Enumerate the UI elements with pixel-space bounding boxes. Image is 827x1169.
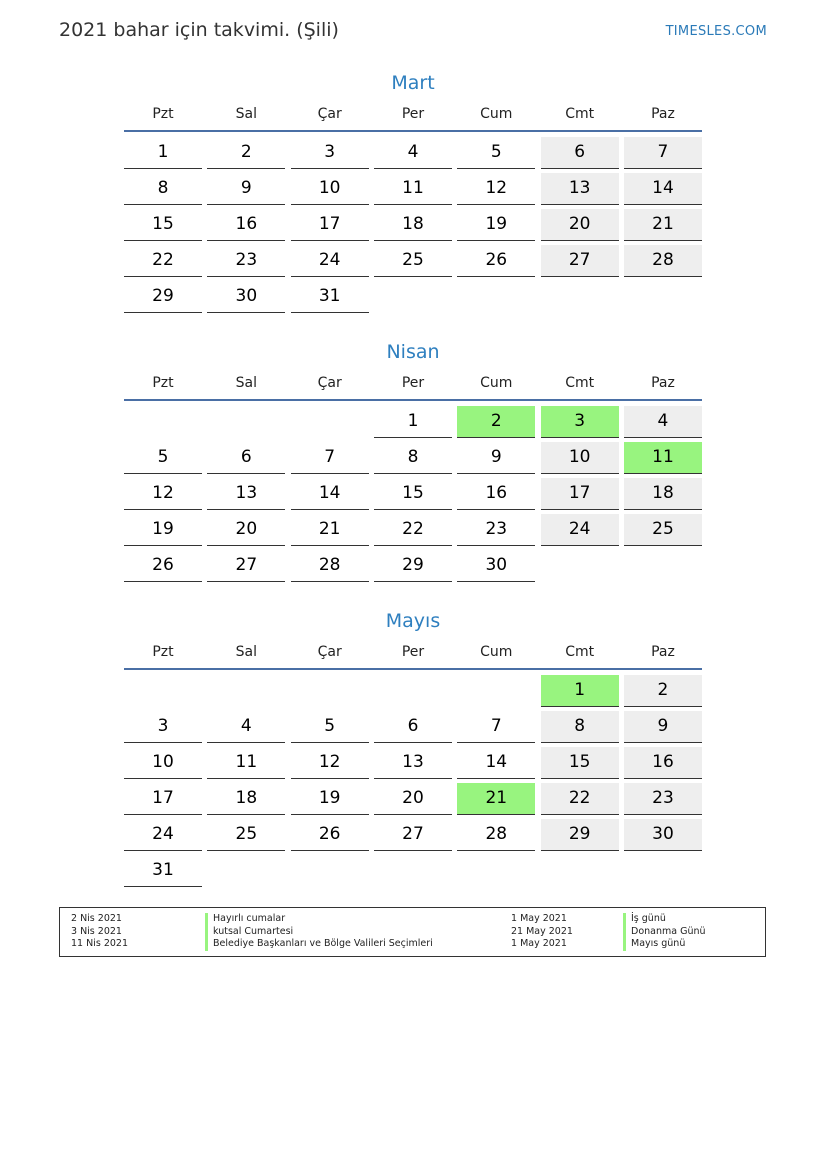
day-cell: 2 xyxy=(207,137,285,169)
day-cell-holiday: 21 xyxy=(457,783,535,815)
day-cell: 26 xyxy=(457,245,535,277)
weekday-label: Pzt xyxy=(152,375,174,391)
day-cell: 1 xyxy=(374,406,452,438)
day-cell: 29 xyxy=(541,819,619,851)
month-title: Mayıs xyxy=(385,610,441,632)
legend-holiday-name: kutsal Cumartesi xyxy=(205,926,433,939)
legend-holiday-name: Donanma Günü xyxy=(623,926,706,939)
day-cell: 21 xyxy=(291,514,369,546)
legend-date: 1 May 2021 xyxy=(511,938,567,949)
day-cell: 13 xyxy=(541,173,619,205)
weekday-label: Cmt xyxy=(565,106,595,122)
day-cell: 20 xyxy=(374,783,452,815)
day-cell: 14 xyxy=(624,173,702,205)
day-cell: 9 xyxy=(624,711,702,743)
day-cell: 19 xyxy=(291,783,369,815)
day-cell-empty xyxy=(457,675,535,707)
day-cell: 28 xyxy=(624,245,702,277)
weekday-label: Paz xyxy=(651,644,675,660)
legend-date: 3 Nis 2021 xyxy=(71,925,122,937)
day-cell: 6 xyxy=(541,137,619,169)
weekday-label: Per xyxy=(401,106,425,122)
day-cell: 18 xyxy=(207,783,285,815)
legend-date: 21 May 2021 xyxy=(511,925,573,937)
day-cell-holiday: 3 xyxy=(541,406,619,438)
day-cell: 7 xyxy=(457,711,535,743)
weekday-label: Sal xyxy=(235,106,257,122)
day-cell: 15 xyxy=(541,747,619,779)
day-cell: 16 xyxy=(624,747,702,779)
day-cell-empty xyxy=(207,406,285,438)
days-grid xyxy=(124,405,702,585)
day-cell: 12 xyxy=(457,173,535,205)
day-cell-empty xyxy=(207,675,285,707)
day-cell: 25 xyxy=(624,514,702,546)
legend-dates-left xyxy=(71,913,128,951)
legend-date: 1 May 2021 xyxy=(511,913,567,924)
legend-names-left xyxy=(205,913,433,951)
day-cell: 13 xyxy=(207,478,285,510)
month-title: Mart xyxy=(391,72,435,94)
weekday-label: Paz xyxy=(651,375,675,391)
day-cell: 19 xyxy=(457,209,535,241)
day-cell: 17 xyxy=(541,478,619,510)
day-cell: 4 xyxy=(374,137,452,169)
day-cell: 12 xyxy=(291,747,369,779)
day-cell: 15 xyxy=(124,209,202,241)
day-cell: 23 xyxy=(624,783,702,815)
day-cell: 7 xyxy=(624,137,702,169)
day-cell: 11 xyxy=(207,747,285,779)
day-cell: 8 xyxy=(374,442,452,474)
day-cell: 25 xyxy=(374,245,452,277)
day-cell: 30 xyxy=(624,819,702,851)
weekday-label: Paz xyxy=(651,106,675,122)
day-cell-empty xyxy=(374,675,452,707)
day-cell: 26 xyxy=(124,550,202,582)
day-cell: 22 xyxy=(124,245,202,277)
day-cell: 4 xyxy=(207,711,285,743)
day-cell: 8 xyxy=(124,173,202,205)
day-cell: 3 xyxy=(291,137,369,169)
day-cell: 8 xyxy=(541,711,619,743)
day-cell: 6 xyxy=(207,442,285,474)
day-cell: 29 xyxy=(124,281,202,313)
days-grid xyxy=(124,674,702,890)
day-cell: 1 xyxy=(124,137,202,169)
weekday-label: Çar xyxy=(317,375,342,391)
day-cell: 27 xyxy=(207,550,285,582)
day-cell: 29 xyxy=(374,550,452,582)
legend-holiday-name: İş günü xyxy=(623,913,706,926)
day-cell: 28 xyxy=(457,819,535,851)
day-cell-holiday: 2 xyxy=(457,406,535,438)
day-cell: 17 xyxy=(124,783,202,815)
day-cell: 15 xyxy=(374,478,452,510)
legend-dates-right xyxy=(511,913,573,951)
month-title: Nisan xyxy=(386,341,440,363)
day-cell: 13 xyxy=(374,747,452,779)
day-cell: 6 xyxy=(374,711,452,743)
weekday-label: Sal xyxy=(235,644,257,660)
day-cell: 24 xyxy=(541,514,619,546)
day-cell-empty xyxy=(291,675,369,707)
day-cell: 20 xyxy=(207,514,285,546)
month-block-april xyxy=(124,339,702,585)
weekday-label: Çar xyxy=(317,106,342,122)
brand-link[interactable]: TIMESLES.COM xyxy=(665,24,767,39)
month-block-march xyxy=(124,70,702,316)
day-cell: 23 xyxy=(207,245,285,277)
day-cell: 10 xyxy=(124,747,202,779)
legend-date: 11 Nis 2021 xyxy=(71,938,128,949)
day-cell: 5 xyxy=(291,711,369,743)
day-cell: 14 xyxy=(291,478,369,510)
holiday-legend xyxy=(59,907,766,957)
day-cell: 18 xyxy=(624,478,702,510)
legend-names-right xyxy=(623,913,706,951)
weekday-label: Per xyxy=(401,644,425,660)
day-cell: 26 xyxy=(291,819,369,851)
day-cell: 19 xyxy=(124,514,202,546)
day-cell: 5 xyxy=(124,442,202,474)
legend-holiday-name: Belediye Başkanları ve Bölge Valileri Seçimleri xyxy=(205,938,433,951)
day-cell: 20 xyxy=(541,209,619,241)
weekday-label: Cmt xyxy=(565,375,595,391)
day-cell: 7 xyxy=(291,442,369,474)
day-cell: 11 xyxy=(374,173,452,205)
day-cell-holiday: 11 xyxy=(624,442,702,474)
day-cell: 31 xyxy=(124,855,202,887)
day-cell: 21 xyxy=(624,209,702,241)
day-cell: 22 xyxy=(374,514,452,546)
day-cell: 14 xyxy=(457,747,535,779)
day-cell: 10 xyxy=(291,173,369,205)
day-cell: 24 xyxy=(291,245,369,277)
day-cell: 16 xyxy=(207,209,285,241)
weekday-label: Sal xyxy=(235,375,257,391)
day-cell: 5 xyxy=(457,137,535,169)
day-cell: 27 xyxy=(541,245,619,277)
weekday-header-row xyxy=(124,371,702,401)
weekday-header-row xyxy=(124,102,702,132)
day-cell: 30 xyxy=(207,281,285,313)
day-cell: 22 xyxy=(541,783,619,815)
day-cell: 27 xyxy=(374,819,452,851)
day-cell-empty xyxy=(291,406,369,438)
day-cell: 2 xyxy=(624,675,702,707)
legend-date: 2 Nis 2021 xyxy=(71,913,122,924)
weekday-label: Per xyxy=(401,375,425,391)
day-cell: 23 xyxy=(457,514,535,546)
day-cell: 10 xyxy=(541,442,619,474)
day-cell: 4 xyxy=(624,406,702,438)
day-cell-empty xyxy=(124,675,202,707)
day-cell: 12 xyxy=(124,478,202,510)
day-cell: 30 xyxy=(457,550,535,582)
day-cell: 9 xyxy=(207,173,285,205)
weekday-label: Cum xyxy=(480,106,513,122)
page-title: 2021 bahar için takvimi. (Şili) xyxy=(59,19,339,41)
month-block-may xyxy=(124,608,702,890)
weekday-label: Pzt xyxy=(152,644,174,660)
day-cell: 3 xyxy=(124,711,202,743)
weekday-label: Pzt xyxy=(152,106,174,122)
day-cell: 28 xyxy=(291,550,369,582)
weekday-header-row xyxy=(124,640,702,670)
day-cell: 24 xyxy=(124,819,202,851)
day-cell-holiday: 1 xyxy=(541,675,619,707)
legend-holiday-name: Hayırlı cumalar xyxy=(205,913,433,926)
day-cell: 17 xyxy=(291,209,369,241)
day-cell: 18 xyxy=(374,209,452,241)
days-grid xyxy=(124,136,702,316)
weekday-label: Cum xyxy=(480,375,513,391)
day-cell: 9 xyxy=(457,442,535,474)
weekday-label: Cum xyxy=(480,644,513,660)
day-cell: 16 xyxy=(457,478,535,510)
day-cell: 25 xyxy=(207,819,285,851)
weekday-label: Çar xyxy=(317,644,342,660)
legend-holiday-name: Mayıs günü xyxy=(623,938,706,951)
day-cell: 31 xyxy=(291,281,369,313)
day-cell-empty xyxy=(124,406,202,438)
weekday-label: Cmt xyxy=(565,644,595,660)
